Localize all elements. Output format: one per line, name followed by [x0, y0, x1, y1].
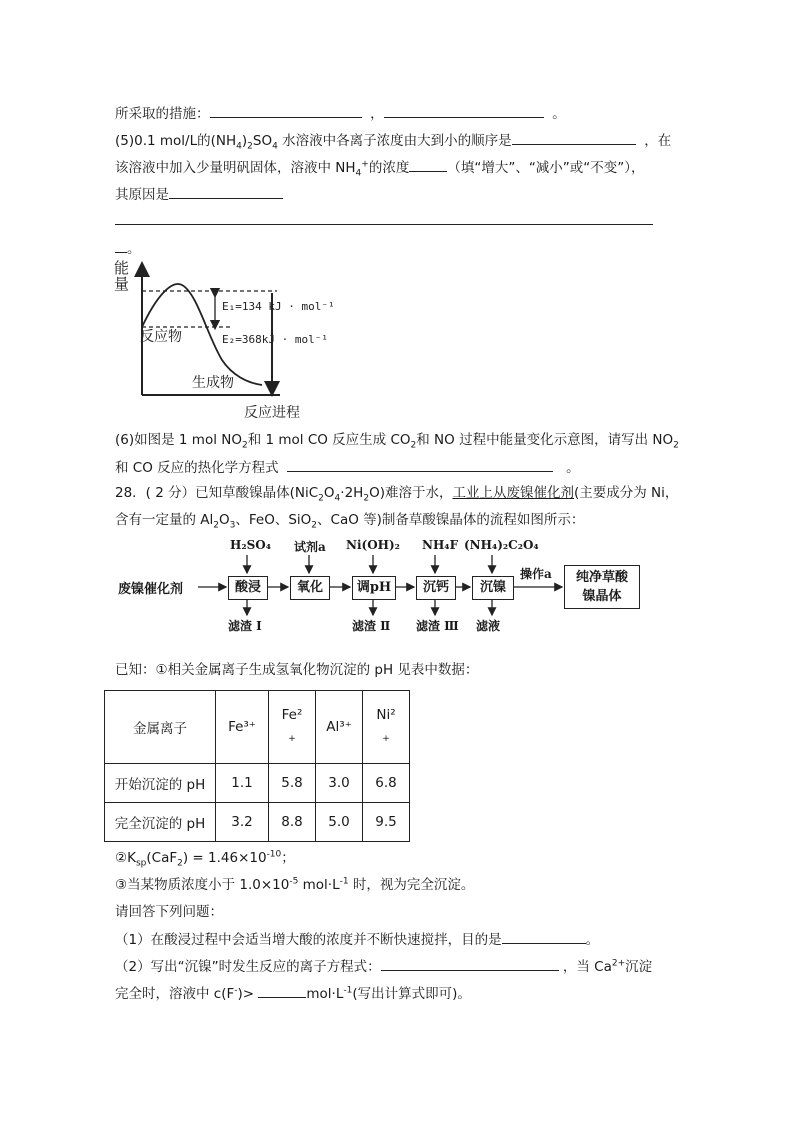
separator: ，	[370, 106, 384, 122]
sub-question-2: （2）写出“沉镍”时发生反应的离子方程式： ，当 $Ca^{2+}$沉淀	[115, 956, 652, 977]
table-cell: 9.5	[363, 803, 410, 842]
q28-text: O)难溶于水，	[369, 485, 453, 501]
period: 。	[127, 241, 141, 257]
flow-start-label: 废镍催化剂	[118, 582, 184, 597]
table-cell: 完全沉淀的 pH	[105, 803, 216, 842]
y-axis-label-1: 能	[114, 259, 130, 277]
period: 。	[552, 106, 566, 122]
ksp-line: $②K_{sp}(CaF_2) = 1.46\times 10^{-10}$；	[115, 849, 295, 869]
sub-question-text: ，当 Ca	[562, 959, 612, 975]
process-flowchart	[118, 535, 648, 635]
q28-line1: 28．( 2 分）已知草酸镍晶体$(NiC_2O_4\cdot 2H_2O)$难溶于水，工业上从废镍催化剂(主要成分为 Ni，	[115, 485, 679, 504]
table-cell: 5.0	[316, 803, 363, 842]
text-line	[115, 103, 566, 124]
q6-text: 和 CO 反应的热化学方程式	[115, 460, 279, 476]
flow-box-adjust-ph: 调pH	[352, 576, 396, 600]
operation-label: 操作a	[520, 567, 552, 581]
q28-text: 28．( 2 分）已知草酸镍晶体(NiC	[115, 485, 319, 501]
reagent-label: (NH₄)₂C₂O₄	[464, 538, 539, 552]
q5-line2: 该溶液中加入少量明矾固体，溶液中 $NH_4^+$的浓度 （填“增大”、“减小”或“不变”），	[115, 157, 645, 178]
e2-label: E₂=368kJ · mol⁻¹	[222, 333, 328, 346]
flow-box-acid-leach: 酸浸	[228, 576, 268, 600]
sub-question-1	[115, 929, 599, 950]
table-header-cell: Ni² +	[363, 691, 410, 764]
answer-blank[interactable]	[169, 184, 283, 199]
period: 。	[566, 460, 580, 476]
sub-question-text: （1）在酸浸过程中会适当增大酸的浓度并不断快速搅拌，目的是	[115, 932, 502, 948]
table-header-cell: Fe² +	[269, 691, 316, 764]
reagent-label: H₂SO₄	[230, 538, 271, 552]
final-product-line2: 镍晶体	[582, 589, 622, 604]
q28-text: 、FeO、SiO	[235, 512, 312, 528]
q28-text: 含有一定量的 Al	[115, 512, 214, 528]
answer-blank[interactable]	[115, 238, 127, 253]
answer-blank[interactable]	[409, 157, 447, 172]
table-cell: 6.8	[363, 764, 410, 803]
table-cell: 1.1	[216, 764, 269, 803]
period: 。	[585, 932, 600, 948]
flow-box-calcium-precip: 沉钙	[416, 576, 456, 600]
sub-question-2-cont: 完全时，溶液中 $c(F^-)> mol\cdot L^{-1}$(写出计算式即可)。	[115, 983, 471, 1004]
known-line	[115, 660, 478, 680]
table-cell: 3.0	[316, 764, 363, 803]
residue-label: 滤渣 Ⅲ	[416, 619, 459, 633]
energy-diagram	[112, 255, 352, 425]
q28-text: 、CaO 等)制备草酸镍晶体的流程如图所示：	[317, 512, 585, 528]
ask-text: 请回答下列问题：	[115, 904, 223, 920]
ask-line	[115, 902, 223, 922]
answer-blank[interactable]	[512, 130, 636, 145]
ion-ph-table	[104, 690, 410, 842]
table-cell: 开始沉淀的 pH	[105, 764, 216, 803]
table-cell: 8.8	[269, 803, 316, 842]
residue-label: 滤渣 Ⅰ	[228, 619, 262, 633]
q28-text: O	[323, 485, 335, 501]
table-row	[105, 764, 410, 803]
q28-line2: 含有一定量的 $Al_2O_3$、FeO、SiO$_2$、CaO 等)制备草酸镍晶体的流程如图所示：	[115, 512, 585, 531]
x-axis-label: 反应进程	[244, 405, 300, 421]
q5-text: ，在	[644, 133, 672, 149]
answer-blank[interactable]	[502, 929, 586, 944]
q5-sup: +	[361, 159, 369, 170]
q5-text: 的浓度	[368, 160, 410, 176]
residue-label: 滤渣 Ⅱ	[352, 619, 391, 633]
q5-text: )	[241, 133, 248, 149]
q5-text: （填“增大”、“减小”或“不变”），	[447, 160, 645, 176]
q6-text: (6)如图是 1 mol NO	[115, 432, 242, 448]
q5-line3	[115, 184, 283, 205]
condition-text: ③当某物质浓度小于 1.0×10	[115, 877, 290, 893]
table-row	[105, 803, 410, 842]
reagent-label: NH₄F	[422, 538, 459, 552]
answer-blank[interactable]	[258, 983, 306, 998]
residue-label: 滤液	[476, 619, 501, 633]
q6-line2	[115, 457, 580, 478]
q5-line1: (5)0.1 mol/L的$(NH_4)_2SO_4$ 水溶液中各离子浓度由大到小的顺序是 ，在	[115, 130, 671, 151]
sub-question-text: mol·L	[306, 986, 344, 1002]
table-cell: 3.2	[216, 803, 269, 842]
answer-blank[interactable]	[384, 103, 544, 118]
q6-text: 和 1 mol CO 反应生成 CO	[247, 432, 411, 448]
condition-text: mol·L	[298, 877, 340, 893]
q5-text: 其原因是	[115, 187, 169, 203]
product-label: 生成物	[192, 375, 234, 391]
sub-question-text: 完全时，溶液中 c(F	[115, 986, 235, 1002]
complete-precip-line: ③当某物质浓度小于 $1.0\times 10^{-5}$ $mol\cdot L^{-1}$ 时，视为完全沉淀。	[115, 876, 475, 893]
q28-text: (主要成分为 Ni，	[573, 485, 679, 501]
ksp-text: ；	[281, 850, 295, 866]
q6-text: 和 NO 过程中能量变化示意图，请写出 NO	[416, 432, 674, 448]
q28-text: O	[219, 512, 230, 528]
q28-underlined-text: 工业上从废镍催化剂	[452, 485, 574, 501]
answer-blank[interactable]	[287, 457, 553, 472]
q5-text: (5)0.1 mol/L的(NH	[115, 133, 237, 149]
sub-question-text: )>	[237, 986, 259, 1002]
answer-blank[interactable]	[210, 103, 362, 118]
measure-label: 所采取的措施：	[115, 106, 210, 122]
q6-line1: (6)如图是 1 mol $NO_2$和 1 mol CO 反应生成 $CO_2$和 NO 过程中能量变化示意图，请写出 $NO_2$	[115, 432, 679, 451]
q5-text: 该溶液中加入少量明矾固体，溶液中 NH	[115, 160, 356, 176]
table-header-cell: 金属离子	[105, 691, 216, 764]
reactant-label: 反应物	[140, 329, 182, 345]
known-text: 已知：①相关金属离子生成氢氧化物沉淀的 pH 见表中数据：	[115, 662, 479, 678]
sub-question-text: （2）写出“沉镍”时发生反应的离子方程式：	[115, 959, 381, 975]
q5-text: SO	[252, 133, 273, 149]
answer-blank[interactable]	[381, 956, 559, 971]
q5-text: 水溶液中各离子浓度由大到小的顺序是	[282, 133, 512, 149]
reagent-label: 试剂a	[294, 540, 326, 554]
e1-label: E₁=134 kJ · mol⁻¹	[222, 300, 335, 313]
condition-text: 时，视为完全沉淀。	[348, 877, 475, 893]
table-header-cell: Al³⁺	[316, 691, 363, 764]
ksp-text: ②K	[115, 850, 136, 866]
flow-box-oxidation: 氧化	[290, 576, 330, 600]
ksp-text: ) = 1.46×10	[182, 850, 267, 866]
final-product-line1: 纯净草酸	[575, 570, 628, 585]
flow-box-final-product	[564, 565, 640, 609]
table-cell: 5.8	[269, 764, 316, 803]
sub-question-text: (写出计算式即可)。	[352, 986, 471, 1002]
table-header-cell: Fe³⁺	[216, 691, 269, 764]
reagent-label: Ni(OH)₂	[346, 538, 400, 552]
q28-text: ·2H	[340, 485, 364, 501]
ksp-text: (CaF	[146, 850, 178, 866]
sub-question-text: 沉淀	[625, 959, 653, 975]
table-header-row	[105, 691, 410, 764]
y-axis-label-2: 量	[114, 275, 130, 293]
answer-line[interactable]	[115, 224, 653, 225]
flow-box-nickel-precip: 沉镍	[472, 576, 514, 600]
